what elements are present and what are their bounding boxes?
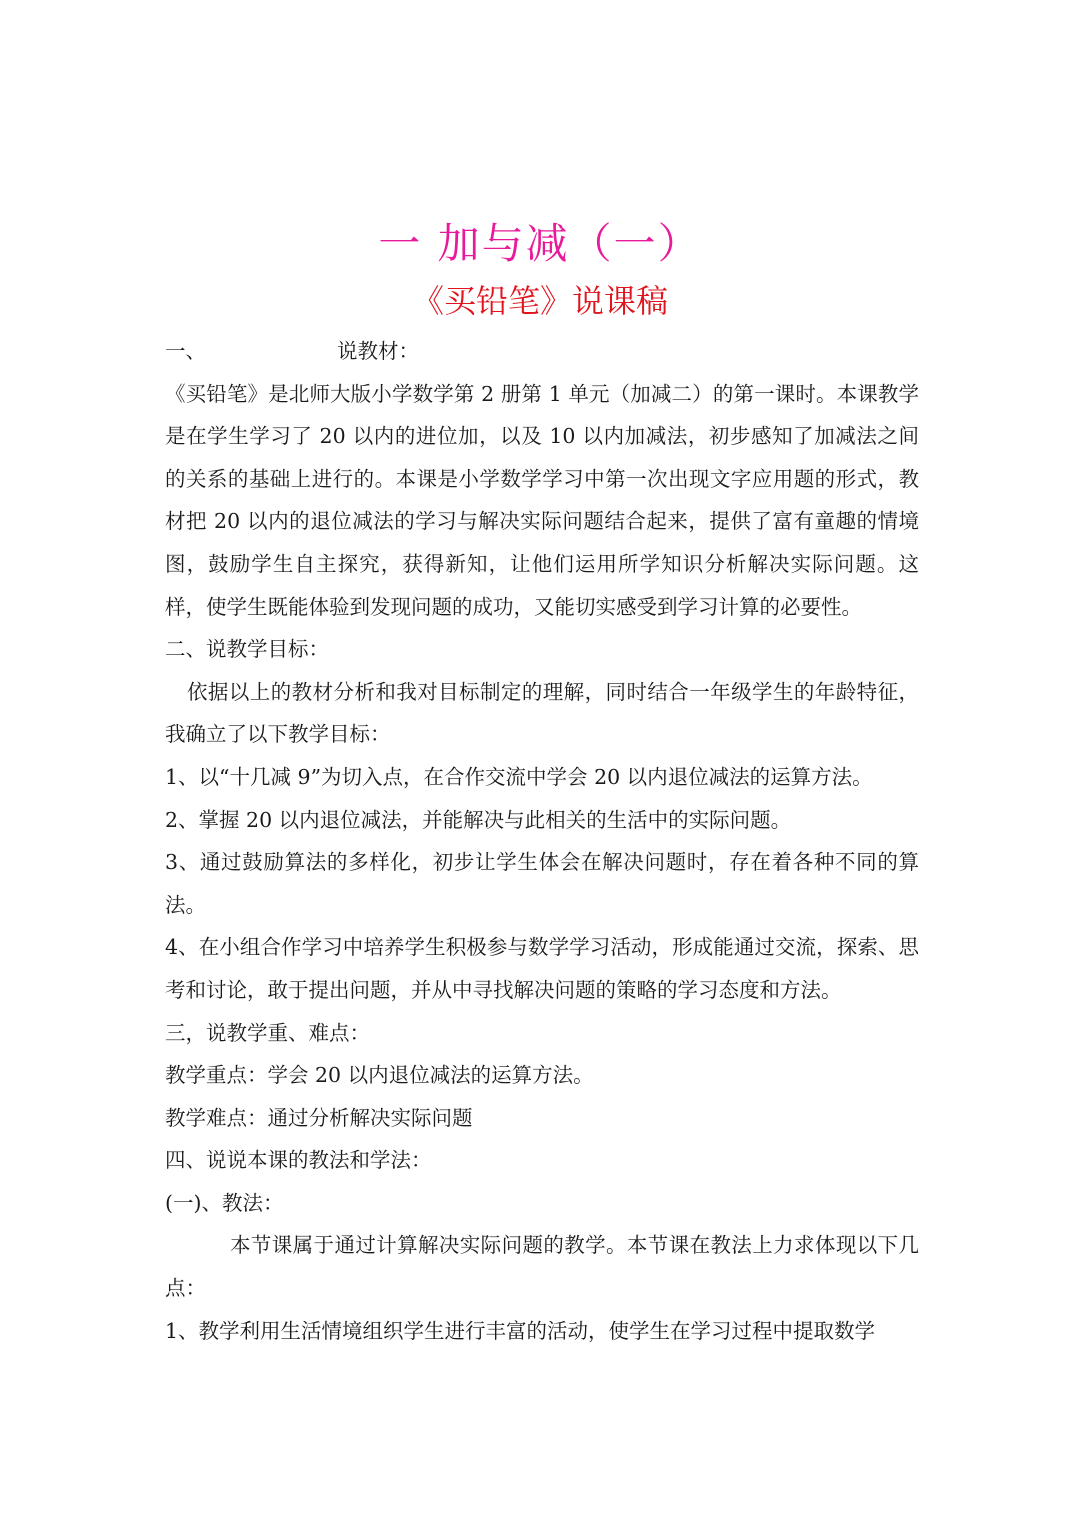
method-item-1: 1、教学利用生活情境组织学生进行丰富的活动，使学生在学习过程中提取数学 [165,1318,876,1343]
section-heading-2: 二、说教学目标： [165,637,329,662]
section-heading-3: 三，说教学重、难点： [165,1020,370,1045]
goal-item-4: 4、在小组合作学习中培养学生积极参与数学学习活动，形成能通过交流，探索、思考和讨论，敢于提出问题，并从中寻找解决问题的策略的学习态度和方法。 [165,935,919,1002]
document-subtitle: 《买铅笔》说课稿 [411,282,668,320]
difficult-point: 教学难点：通过分析解决实际问题 [165,1105,473,1130]
document-title: 一 加与减（一） [378,219,702,268]
section-heading-4: 四、说说本课的教法和学法： [165,1148,432,1173]
section-label-1: 说教材： [337,339,419,363]
paragraph-teaching-method: 本节课属于通过计算解决实际问题的教学。本节课在教法上力求体现以下几点： [165,1233,919,1301]
section-heading-1 [165,330,919,373]
section-number-1: 一、 [165,339,206,363]
subsection-heading-teaching-method: (一)、教法： [165,1190,284,1215]
goal-item-2: 2、掌握 20 以内退位减法，并能解决与此相关的生活中的实际问题。 [165,807,792,832]
goal-item-3: 3、通过鼓励算法的多样化，初步让学生体会在解决问题时，存在着各种不同的算法。 [165,850,919,917]
key-point: 教学重点：学会 20 以内退位减法的运算方法。 [165,1063,594,1088]
paragraph-textbook: 《买铅笔》是北师大版小学数学第 2 册第 1 单元（加减二）的第一课时。本课教学是在学生学习了 20 以内的进位加，以及 10 以内加减法，初步感知了加减法之间的关系的基础上进行的。本课是小学数学学习中第一次出现文字应用题的形式，教材把 20 以内的退位减法的学习与解决实际问题结合起来，提供了富有童趣的情境图，鼓励学生自主探究，获得新知，让他们运用所学知识分析解决实际问题。这样，使学生既能体验到发现问题的成功，又能切实感受到学习计算的必要性。 [165,381,919,619]
goal-item-1: 1、以“十几减 9”为切入点，在合作交流中学会 20 以内退位减法的运算方法。 [165,764,873,789]
document-body [165,330,919,1352]
paragraph-goals-intro: 依据以上的教材分析和我对目标制定的理解，同时结合一年级学生的年龄特征，我确立了以下教学目标： [165,679,919,747]
